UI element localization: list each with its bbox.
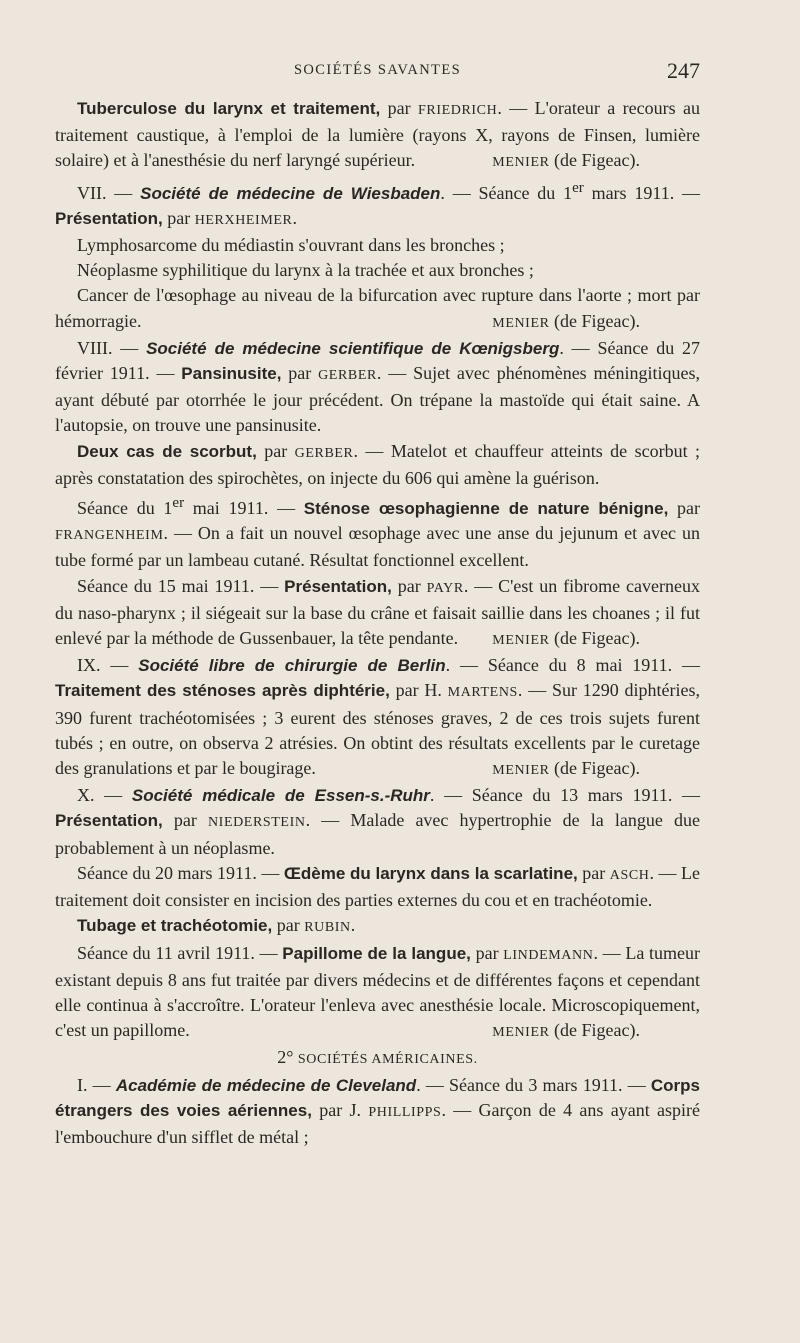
text-run: VIII. — xyxy=(77,337,147,358)
section-heading-americaines xyxy=(55,1045,700,1072)
topic-title: Papillome de la langue, xyxy=(282,943,471,963)
text-run: par xyxy=(162,810,208,831)
text-run: par xyxy=(256,440,295,461)
paragraph-neoplasme: Néoplasme syphilitique du larynx à la trachée et aux bronches ; xyxy=(77,260,534,281)
paragraph-lymphosarcome: Lymphosarcome du médiastin s'ouvrant dans les bronches ; xyxy=(77,235,505,256)
text-run: I. — xyxy=(77,1074,116,1095)
text-run: Séance du 15 mai 1911. — xyxy=(77,575,285,596)
text-run: mars 1911. — xyxy=(583,182,701,203)
text-run: . — La tumeur existant depuis 8 ans fut traitée par divers médecins et de différentes façons et cependant elle continua à s'accroître. L'orateur l'enleva avec anesthésie locale. Microscopiquement, c'est un papillome. xyxy=(55,942,700,1041)
text-run: . xyxy=(292,207,297,228)
topic-title: Présentation, xyxy=(284,576,392,596)
section-number: 2° xyxy=(277,1047,298,1068)
text-run: . — Garçon de 4 ans ayant aspiré l'embouchure d'un sifflet de métal ; xyxy=(55,1099,700,1147)
text-run: par xyxy=(577,862,610,883)
text-run: par J. xyxy=(311,1099,369,1120)
text-run: par xyxy=(281,363,319,384)
signature-place: (de Figeac). xyxy=(549,628,640,649)
superscript: er xyxy=(172,495,185,512)
topic-title: Corps étrangers des voies aériennes, xyxy=(55,1075,701,1120)
topic-title: Sténose œsophagienne de nature bénigne, xyxy=(303,499,669,519)
paragraph-stenose xyxy=(55,491,700,574)
superscript: er xyxy=(572,179,584,196)
text-run: X. — xyxy=(77,785,132,806)
text-run: Cancer de l'œsophage au niveau de la bifurcation avec rupture dans l'aorte ; mort par hémorragie. xyxy=(55,285,700,331)
signature-place: (de Figeac). xyxy=(549,150,640,171)
author-name: GERBER xyxy=(318,368,377,384)
text-run: par xyxy=(470,942,504,963)
paragraph-essen xyxy=(55,783,700,861)
author-name: RUBIN xyxy=(304,920,351,936)
signature-place: (de Figeac). xyxy=(549,1020,640,1041)
signature-name: MENIER xyxy=(492,315,550,331)
page-number: 247 xyxy=(667,58,700,83)
paragraph-scorbut xyxy=(55,439,700,491)
signature-name: MENIER xyxy=(492,763,550,779)
text-run: par H. xyxy=(389,680,448,701)
text-run: par xyxy=(391,575,427,596)
paragraph-cancer xyxy=(55,283,700,333)
text-run: . — L'orateur a recours au traitement caustique, à l'emploi de la lumière (rayons X, rayons de Finsen, lumière solaire) et à l'anesthésie du nerf laryngé supérieur. xyxy=(55,98,700,171)
text-run: VII. — xyxy=(77,182,141,203)
text-run: . — Sur 1290 diphtéries, 390 furent trachéotomisées ; 3 eurent des sténoses graves, 2 de ces trois sujets furent tubés ; en outre, on observa 2 atrésies. On obtint des résultats excellents par le curetage des granulations et par le bougirage. xyxy=(55,680,701,779)
author-name: PHILLIPPS xyxy=(368,1104,442,1120)
signature-name: MENIER xyxy=(492,1025,550,1041)
text-run: par xyxy=(380,98,419,118)
society-name: Société de médecine scientifique de Kœnigsberg xyxy=(146,338,560,358)
text-run: Séance du 20 mars 1911. — xyxy=(77,862,284,883)
paragraph-papillome xyxy=(55,941,700,1044)
topic-title: Traitement des sténoses après diphtérie, xyxy=(55,681,390,701)
signature xyxy=(470,309,700,336)
text-run: mai 1911. — xyxy=(184,498,304,519)
text-run: . — Malade avec hypertrophie de la langue due probablement à un néoplasme. xyxy=(55,810,701,858)
text-run: . — Séance du 13 mars 1911. — xyxy=(429,785,700,806)
society-name: Société libre de chirurgie de Berlin xyxy=(138,656,446,676)
society-name: Société de médecine de Wiesbaden xyxy=(140,183,441,203)
topic-title: Présentation, xyxy=(55,811,163,831)
signature-name: MENIER xyxy=(492,155,550,171)
signature-place: (de Figeac). xyxy=(549,310,640,331)
author-name: ASCH xyxy=(609,867,650,883)
running-title: SOCIÉTÉS SAVANTES xyxy=(293,62,462,78)
paragraph-cleveland xyxy=(55,1073,700,1151)
paragraph-berlin xyxy=(55,653,700,781)
text-run: IX. — xyxy=(77,655,139,676)
text-run: Séance du 11 avril 1911. — xyxy=(77,942,283,963)
text-run: Séance du 1 xyxy=(77,498,173,519)
topic-title: Tuberculose du larynx et traitement, xyxy=(77,99,381,118)
signature-name: MENIER xyxy=(492,633,550,649)
paragraph-wiesbaden xyxy=(55,176,700,233)
text-run: . — C'est un fibrome caverneux du naso-pharynx ; il siégeait sur la base du crâne et faisait saillie dans les choanes ; il fut enlevé par la méthode de Gussenbauer, la tête pendante. xyxy=(55,575,700,649)
article-body xyxy=(55,96,700,1150)
paragraph-fibrome xyxy=(55,574,700,652)
topic-title: Pansinusite, xyxy=(181,364,282,384)
text-run: . — Matelot et chauffeur atteints de scorbut ; après constatation des spirochètes, on injecte du 606 qui amène la guérison. xyxy=(55,440,700,488)
section-title: SOCIÉTÉS AMÉRICAINES. xyxy=(297,1052,478,1068)
text-run: . — On a fait un nouvel œsophage avec une anse du jejunum et avec un tube formé par un lambeau cutané. Résultat fonctionnel excellent. xyxy=(55,523,700,571)
signature xyxy=(470,756,700,783)
author-name: FRIEDRICH xyxy=(418,103,498,118)
society-name: Société médicale de Essen-s.-Ruhr xyxy=(131,786,430,806)
paragraph-tuberculose xyxy=(55,96,700,174)
signature xyxy=(470,148,700,175)
text-run: . — Sujet avec phénomènes méningitiques, ayant débuté par otorrhée le jour précédent. On trépane la mastoïde qui était saine. A l'autopsie, on trouve une pansinusite. xyxy=(55,363,701,436)
text-run: par xyxy=(162,207,195,228)
author-name: LINDEMANN xyxy=(503,947,594,963)
topic-title: Œdème du larynx dans la scarlatine, xyxy=(283,863,578,883)
text-run: . — Séance du 8 mai 1911. — xyxy=(445,655,701,676)
topic-title: Tubage et trachéotomie, xyxy=(77,916,273,936)
text-run: par xyxy=(668,498,701,519)
author-name: NIEDERSTEIN xyxy=(207,815,306,831)
page-header xyxy=(55,58,700,88)
author-name: FRANGENHEIM xyxy=(55,528,164,544)
signature xyxy=(470,626,700,653)
paragraph-tubage xyxy=(55,913,700,940)
topic-title: Deux cas de scorbut, xyxy=(77,441,257,461)
paragraph-koenigsberg xyxy=(55,336,700,439)
text-run: . xyxy=(350,915,356,936)
paragraph-oedeme xyxy=(55,861,700,913)
text-run: . — Séance du 27 février 1911. — xyxy=(55,337,701,384)
society-name: Académie de médecine de Cleveland xyxy=(115,1075,417,1095)
text-run: . — Séance du 1 xyxy=(440,182,573,203)
author-name: GERBER xyxy=(294,445,354,461)
text-run: par xyxy=(272,915,305,936)
text-run: . — Séance du 3 mars 1911. — xyxy=(416,1074,651,1095)
signature xyxy=(470,1018,700,1045)
author-name: PAYR xyxy=(426,580,464,596)
topic-title: Présentation, xyxy=(55,208,163,228)
author-name: HERXHEIMER xyxy=(194,212,293,228)
signature-place: (de Figeac). xyxy=(549,758,640,779)
author-name: MARTENS xyxy=(447,685,518,701)
text-run: . — Le traitement doit consister en incision des parties externes du cou et en trachéotomie. xyxy=(55,862,701,911)
